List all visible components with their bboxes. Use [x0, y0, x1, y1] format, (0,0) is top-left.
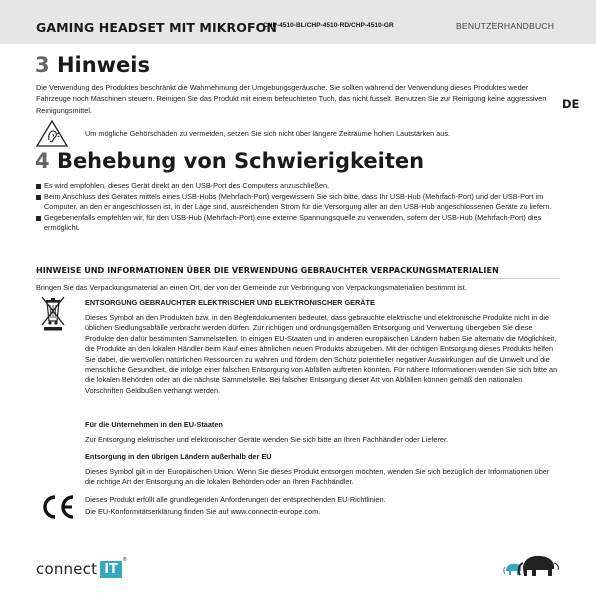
weee-text: Dieses Symbol an den Produkten bzw. in den Begleitdokumenten bedeutet, dass gebrauchte elektrische und elektronische Produkte nicht in die üblichen Siedlungsabfälle verbracht werden dürfen. Zur richtigen und ordnungsgemäßen Entsorgung und Verwertung übergeben Sie diese Produkte den dafür bestimmten Sammelstellen. In einigen EU-Staaten und in anderen europäischen Ländern haben Sie alternativ die Möglichkeit, die Produkte an den lokalen Händler beim Kauf eines ähnlichen neuen Produkts abzugeben. Mit der richtigen Entsorgung dieses Produkts helfen Sie dabei, die wertvollen natürlichen Ressourcen zu wahren und fördern den Schutz potentieller negativer Auswirkungen auf die Umwelt und die menschliche Gesundheit, die infolge einer falschen Entsorgung von Abfällen auftreten könnten. Für nähere Informationen wenden Sie sich bitte an die lokalen Behörden oder an die nächste Sammelstelle. Bei falscher Entsorgung dieser Art von Abfällen können gemäß den nationalen Vorschriften Geldbußen verhangt werden. — [85, 313, 558, 395]
weee-heading: ENTSORGUNG GEBRAUCHTER ELEKTRISCHER UND ELEKTRONISCHER GERÄTE — [85, 298, 375, 307]
list-item — [36, 181, 560, 192]
page-header — [0, 0, 596, 44]
bullet-icon — [36, 216, 41, 221]
crossed-bin-icon — [38, 294, 68, 332]
other-countries-text: Dieses Symbol gilt in der Europäischen Union. Wenn Sie dieses Produkt entsorgen möchten, wenden Sie sich bezüglich der Informationen über die richtige Art der Entsorgung an die lokalen Behörden oder an Ihren Fachhändler. — [85, 467, 550, 487]
bullet-icon — [36, 184, 41, 189]
section-4-title: Behebung von Schwierigkeiten — [56, 149, 425, 173]
troubleshooting-list — [36, 181, 560, 234]
recycling-heading: HINWEISE UND INFORMATIONEN ÜBER DIE VERWENDUNG GEBRAUCHTER VERPACKUNGSMATERIALIEN — [36, 265, 499, 275]
eu-companies-text: Zur Entsorgung elektrischer und elektronischer Geräte wenden Sie sich bitte an Ihren Fachhändler oder Lieferer. — [85, 435, 449, 444]
section-3-title: Hinweis — [56, 53, 151, 77]
section-4-number: 4 — [35, 149, 50, 173]
logo-word: connect — [36, 560, 98, 578]
product-title: GAMING HEADSET MIT MIKROFON — [36, 20, 277, 35]
ce-text-2: Die EU-Konformitätserklärung finden Sie auf www.connectit-europe.com. — [85, 507, 321, 516]
list-item-text: Beim Anschluss des Gerätes mittels eines USB-Hubs (Mehrfach-Port) vergewissern Sie sich bitte, dass Ihr USB-Hub (Mehrfach-Port) und der USB-Port im Computer, an den er angeschlossen ist, in der Lage sind, ausreichenden Strom für die Versorgung aller an den USB-Hub angeschlossenen Geräte zu liefern. — [44, 191, 552, 212]
section-3-number: 3 — [35, 53, 50, 77]
connect-it-logo — [36, 557, 127, 581]
ce-mark-icon — [37, 494, 77, 520]
ce-text-1: Dieses Produkt erfüllt alle grundlegenden Anforderungen der entsprechenden EU-Richtlinien. — [85, 495, 386, 504]
logo-badge: IT — [100, 561, 122, 578]
logo-registered: ® — [122, 557, 127, 563]
list-item — [36, 192, 560, 213]
divider — [36, 278, 560, 279]
elephants-icon — [503, 549, 561, 579]
ear-warning-icon — [36, 120, 68, 148]
section-4-heading — [35, 149, 424, 173]
language-tab: DE — [562, 97, 580, 111]
section-3-heading — [35, 53, 150, 77]
other-countries-heading: Entsorgung in den übrigen Ländern außerhalb der EU — [85, 452, 272, 461]
list-item — [36, 213, 560, 234]
bullet-icon — [36, 195, 41, 200]
hearing-warning-text: Um mögliche Gehörschäden zu vermeiden, setzen Sie sich nicht über längere Zeiträume hohen Lautstärken aus. — [85, 129, 451, 138]
section-3-text: Die Verwendung des Produktes beschränkt die Wahrnehmung der Umgebungsgeräusche. Sie sollten während der Verwendung dieses Produktes weder Fahrzeuge noch Maschinen steuern. Reinigen Sie das Produkt mit einem befeuchteten Tuch, das nicht fusselt. Benutzen Sie zur Reinigung keine aggressiven Reinigungsmittel. — [36, 83, 547, 115]
model-numbers: CHP-4510-BL/CHP-4510-RD/CHP-4510-GR — [263, 22, 394, 29]
manual-label: BENUTZERHANDBUCH — [456, 21, 555, 31]
list-item-text: Es wird empfohlen, dieses Gerät direkt an den USB-Port des Computers anzuschließen. — [44, 181, 330, 190]
recycling-text: Bringen Sie das Verpackungsmaterial an einen Ort, der von der Gemeinde zur Verbringung von Verpackungsmaterialien bestimmt ist. — [36, 283, 467, 292]
list-item-text: Gegebenenfalls empfehlen wir, für den USB-Hub (Mehrfach-Port) eine externe Spannungsquelle zu verwenden, sofern der USB-Hub (Mehrfach-Port) dies ermöglicht. — [44, 212, 542, 233]
eu-companies-heading: Für die Unternehmen in den EU-Staaten — [85, 420, 223, 429]
